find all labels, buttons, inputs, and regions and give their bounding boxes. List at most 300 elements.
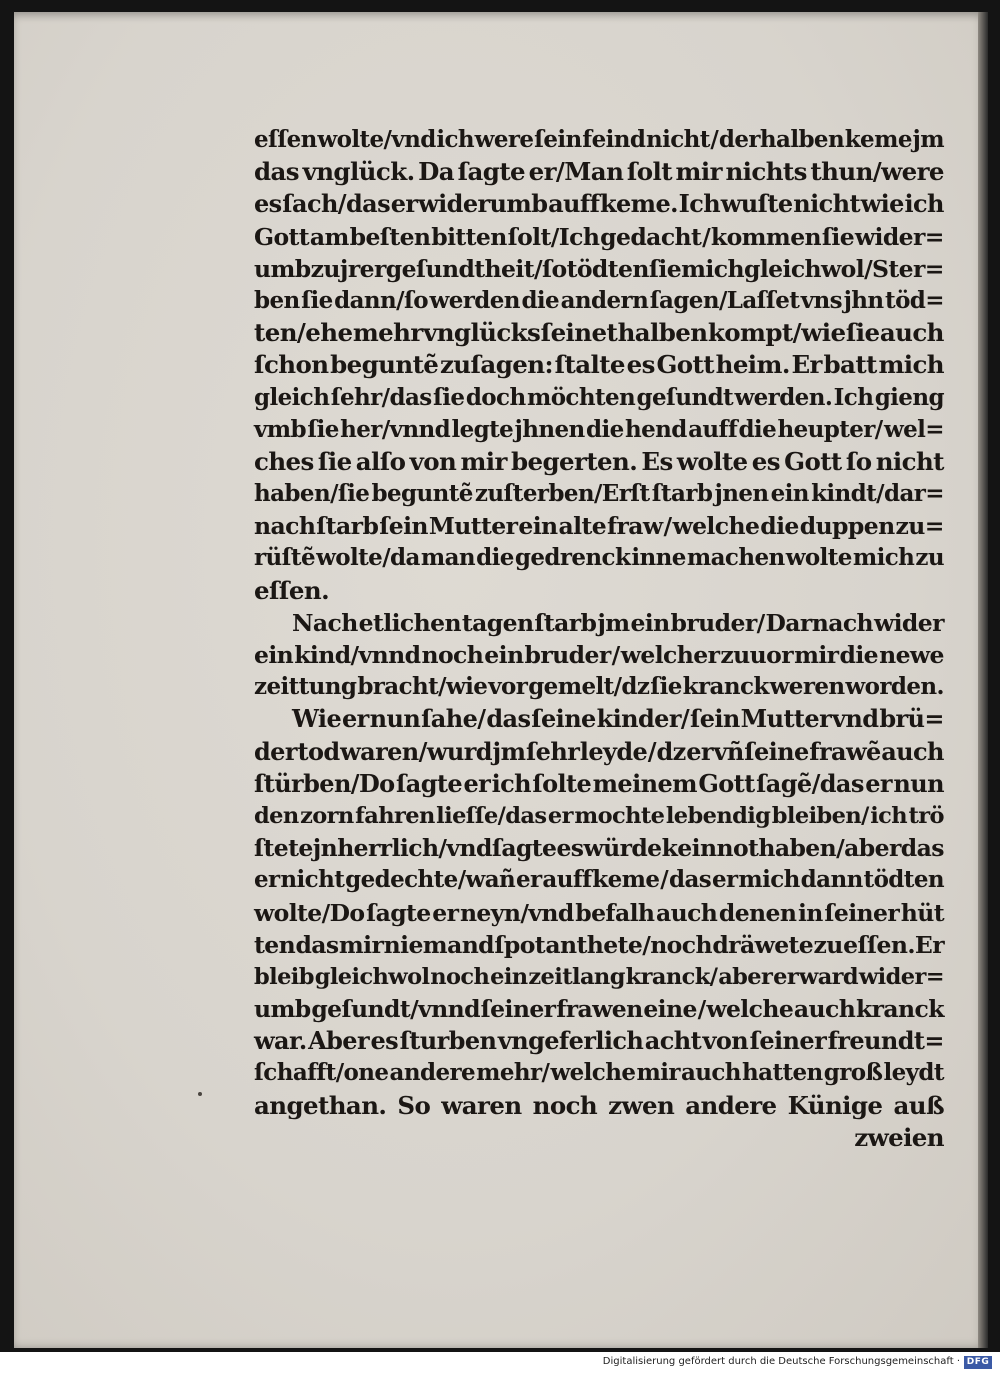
word: er: [773, 963, 799, 990]
word: begerten.: [510, 446, 638, 476]
word: wider: [873, 608, 944, 637]
word: mir: [636, 1059, 680, 1087]
word: tagen: [461, 608, 534, 637]
word: wolte/vnd: [317, 126, 436, 153]
word: noch: [421, 641, 484, 669]
word: mir: [794, 641, 839, 669]
word: er: [865, 768, 892, 798]
word: ein: [254, 641, 294, 669]
word: Aber: [308, 1026, 370, 1056]
word: freundt=: [827, 1026, 944, 1056]
word: kinder/: [596, 704, 690, 734]
word: Da: [418, 157, 455, 187]
word: vor: [488, 673, 528, 701]
word: würde: [583, 834, 662, 863]
word: Gott: [698, 768, 755, 798]
word: ſtete: [254, 834, 313, 863]
word: angethan.: [254, 1090, 387, 1120]
word: man: [420, 544, 476, 572]
word: ten/ehe: [254, 318, 353, 348]
word: alſo: [355, 446, 406, 476]
word: töd=: [885, 286, 944, 314]
word: ſeine: [744, 736, 809, 766]
text-line: [254, 929, 944, 961]
word: mich: [878, 350, 944, 380]
word: ſie: [648, 254, 682, 283]
word: fahren: [355, 802, 435, 829]
word: andere: [389, 1059, 476, 1087]
word: das: [668, 866, 712, 894]
word: gemelt/dz: [528, 673, 650, 701]
word: eine: [643, 995, 697, 1024]
word: es: [370, 1026, 399, 1056]
word: möchten: [526, 383, 636, 411]
word: ſolt: [626, 157, 672, 187]
word: ſtürben/Do: [254, 768, 395, 798]
word: heim.: [715, 350, 790, 380]
word: ward: [798, 963, 859, 990]
word: legte: [451, 415, 514, 443]
word: ſtarb: [651, 480, 713, 508]
word: ſeine: [531, 704, 596, 734]
word: welche: [672, 512, 760, 541]
word: gleichwol: [314, 963, 430, 990]
word: ſie: [301, 286, 333, 314]
word: nicht: [875, 446, 944, 476]
word: ſtarb: [534, 608, 597, 637]
word: er: [711, 866, 738, 894]
word: Gott: [656, 350, 714, 380]
word: ſagte: [366, 898, 431, 927]
word: auch: [793, 995, 856, 1024]
word: ſagẽ/das: [756, 768, 864, 798]
page-text-block: [254, 124, 944, 1154]
word: bleib: [254, 963, 314, 990]
word: thun/were: [810, 157, 944, 187]
word: halben: [617, 318, 708, 348]
word: aber: [844, 834, 901, 863]
word: etlichen: [358, 608, 461, 637]
word: keme: [592, 866, 660, 894]
word: Ich: [678, 189, 721, 219]
word: er/Man: [528, 157, 624, 187]
word: ſagen/Laſſet: [649, 286, 800, 314]
word: wolte: [676, 446, 748, 476]
word: ſie: [650, 673, 682, 701]
word: auch: [881, 736, 944, 766]
word: auß: [893, 1090, 944, 1120]
word: ich: [491, 768, 531, 798]
text-line: [254, 768, 944, 800]
word: /: [647, 736, 656, 766]
word: ſagte: [396, 768, 463, 798]
word: zuuor: [720, 641, 793, 669]
word: frawẽ: [809, 736, 881, 766]
word: jm: [492, 736, 526, 766]
word: groß: [823, 1059, 883, 1087]
word: auch: [879, 318, 944, 348]
word: die: [521, 286, 560, 314]
word: er: [390, 189, 418, 219]
word: er: [516, 866, 542, 894]
word: ein: [484, 641, 524, 669]
word: lieſſe/das: [436, 802, 547, 829]
word: Er: [791, 350, 822, 380]
word: es: [626, 350, 655, 380]
word: zuſagen:: [439, 350, 553, 380]
word: ſahe/: [421, 704, 486, 734]
word: niemand: [383, 930, 495, 959]
word: Es: [641, 446, 673, 476]
word: gleich: [254, 383, 330, 411]
word: zwen: [608, 1090, 675, 1120]
word: /: [836, 834, 845, 863]
word: ſeiner: [480, 995, 556, 1024]
text-line: [254, 510, 944, 542]
word: ſtalte: [554, 350, 625, 380]
word: tod: [297, 736, 340, 766]
word: widerumb: [418, 189, 548, 219]
word: mich: [681, 254, 744, 283]
word: ſehr/das: [330, 383, 432, 411]
word: welcher: [620, 641, 720, 669]
word: ſie: [307, 415, 339, 443]
word: zuſterben/Erſt: [474, 480, 650, 508]
word: Darnach: [765, 608, 874, 637]
word: not: [716, 834, 759, 863]
catchword: [254, 1122, 944, 1154]
word: ſeiner: [824, 898, 900, 927]
word: von: [702, 1026, 749, 1056]
word: zorn: [300, 802, 354, 829]
word: mir: [460, 446, 507, 476]
word: jrer: [339, 254, 386, 283]
word: die: [476, 544, 514, 572]
word: jm: [597, 608, 630, 637]
word: ſie: [432, 383, 465, 411]
word: nicht: [280, 866, 345, 894]
word: weren: [769, 673, 845, 701]
text-line: [254, 736, 944, 768]
word: war.: [254, 1026, 307, 1056]
word: Mutter: [740, 704, 832, 734]
text-line: [254, 1057, 944, 1089]
word: brü=: [879, 704, 944, 734]
word: ches: [254, 446, 314, 476]
word: befalh: [575, 898, 655, 927]
word: /: [710, 126, 719, 153]
word: ſeiner: [749, 1026, 827, 1056]
word: kompt/: [707, 318, 801, 348]
word: ſagte: [457, 157, 526, 187]
word: ſie: [317, 446, 352, 476]
word: kommen: [710, 222, 822, 251]
word: lebendig: [665, 802, 771, 829]
word: vñ: [713, 736, 744, 766]
text-line-paragraph-end: eſſen.: [254, 575, 329, 605]
word: ſolte: [532, 768, 592, 798]
word: /: [702, 222, 711, 251]
text-line: [254, 124, 944, 156]
word: kind/vnnd: [294, 641, 421, 669]
word: anthete/noch: [545, 930, 712, 959]
word: jhn: [843, 286, 884, 314]
text-line: [254, 285, 944, 317]
word: gieng: [874, 383, 944, 411]
paper-speck: [198, 1092, 202, 1096]
digitization-footer: [0, 1352, 1000, 1373]
word: neyn/vnd: [459, 898, 574, 927]
word: ſeinet: [540, 318, 618, 348]
word: bitten: [431, 222, 507, 251]
word: vnglücks: [423, 318, 541, 348]
word: das: [900, 834, 944, 863]
word: es: [254, 189, 282, 219]
text-line: [254, 542, 944, 574]
word: Ich: [833, 383, 874, 411]
word: die: [839, 641, 879, 669]
word: werden: [429, 286, 520, 314]
word: Gott: [784, 446, 842, 476]
word: noch: [532, 1090, 598, 1120]
word: zu: [813, 930, 843, 959]
word: auch: [680, 1059, 741, 1087]
word: ſie: [821, 222, 855, 251]
word: das: [486, 704, 531, 734]
word: er: [686, 736, 713, 766]
word: nichts: [725, 157, 807, 187]
word: mir: [338, 930, 384, 959]
word: den: [254, 802, 299, 829]
word: newe: [879, 641, 944, 669]
word: auch: [655, 898, 718, 927]
word: tödten: [566, 254, 649, 283]
word: die: [738, 415, 777, 443]
word: ſo: [845, 446, 872, 476]
word: denen: [718, 898, 797, 927]
word: werden.: [734, 383, 833, 411]
text-line: [254, 253, 944, 285]
word: herrlich/vnd: [337, 834, 492, 863]
word: andern: [560, 286, 649, 314]
word: auff: [688, 415, 738, 443]
word: mehr: [352, 318, 423, 348]
word: dann/ſo: [334, 286, 429, 314]
word: ſach/das: [282, 189, 391, 219]
word: umb: [254, 254, 311, 283]
word: kranck: [682, 673, 769, 701]
word: wel=: [883, 415, 944, 443]
word: wider=: [858, 963, 944, 990]
word: ſein: [534, 126, 582, 153]
word: doch: [465, 383, 526, 411]
word: mochte: [574, 802, 665, 829]
word: auff: [542, 866, 592, 894]
text-line: [254, 349, 944, 381]
word: acht: [644, 1026, 702, 1056]
word: vns: [800, 286, 843, 314]
word: fraw: [607, 512, 663, 541]
word: rüſtẽ: [254, 544, 315, 572]
page-edge-shadow: [978, 12, 988, 1348]
word: zu: [310, 254, 340, 283]
word: Künige: [787, 1090, 883, 1120]
word: geſundt: [636, 383, 734, 411]
word: machen: [686, 544, 785, 572]
word: jn: [312, 834, 338, 863]
word: er: [432, 898, 459, 927]
word: am: [309, 222, 349, 251]
text-line: [254, 221, 944, 253]
word: andere: [685, 1090, 777, 1120]
word: keme.: [599, 189, 678, 219]
word: ſagte: [491, 834, 557, 863]
word: leyde: [579, 736, 648, 766]
word: ſchafft/one: [254, 1059, 389, 1087]
text-line: [254, 1025, 944, 1057]
word: ein: [770, 480, 809, 508]
word: wie: [801, 318, 846, 348]
text-line-paragraph-start: [254, 703, 944, 735]
word: auff: [548, 189, 600, 219]
word: batt: [823, 350, 877, 380]
word: zu=: [895, 512, 944, 541]
word: waren: [441, 1090, 522, 1120]
word: wie: [860, 189, 904, 219]
text-line: [254, 639, 944, 671]
word: Nach: [292, 608, 358, 637]
word: kranck: [855, 995, 944, 1024]
word: vnd: [832, 704, 879, 734]
word: Wie: [292, 704, 342, 734]
word: haben: [758, 834, 837, 863]
dfg-logo-icon: DFG: [964, 1356, 992, 1369]
word: Gott: [254, 222, 310, 251]
word: zu: [915, 544, 944, 572]
word: von: [409, 446, 457, 476]
word: welche: [706, 995, 794, 1024]
word: noch: [430, 963, 490, 990]
word: mich: [738, 866, 800, 894]
word: kranck/: [625, 963, 718, 990]
word: ten: [254, 930, 296, 959]
word: vmb: [254, 415, 306, 443]
text-line: [254, 317, 944, 349]
word: duppen: [799, 512, 895, 541]
word: eſſen: [254, 126, 317, 153]
footer-credit-text: Digitalisierung gefördert durch die Deutsche Forschungsgemeinschaft ·: [602, 1356, 960, 1367]
word: bleiben/: [771, 802, 869, 829]
word: vnglück.: [302, 157, 415, 187]
word: her/vnnd: [340, 415, 451, 443]
word: alte: [558, 512, 607, 541]
text-line: [254, 446, 944, 478]
word: tödten: [863, 866, 944, 894]
text-line: [254, 993, 944, 1025]
word: er: [342, 704, 369, 734]
word: jnen: [714, 480, 769, 508]
word: eſſen.Er: [843, 930, 944, 959]
word: er: [547, 802, 573, 829]
word: were: [474, 126, 534, 153]
word: mir: [675, 157, 722, 187]
word: nun: [369, 704, 421, 734]
word: kindt/dar=: [811, 480, 944, 508]
word: inne: [631, 544, 686, 572]
word: die: [585, 415, 624, 443]
word: jhnen: [514, 415, 585, 443]
word: ein: [630, 608, 670, 637]
word: /: [611, 641, 620, 669]
word: ich: [436, 126, 475, 153]
word: ein: [490, 963, 528, 990]
word: wider=: [854, 222, 944, 251]
word: ſehr: [525, 736, 580, 766]
text-line: [254, 478, 944, 510]
word: hend: [624, 415, 687, 443]
word: in: [797, 898, 823, 927]
text-line-paragraph-start: [254, 607, 944, 639]
word: beguntẽ: [371, 480, 473, 508]
word: nicht: [645, 126, 710, 153]
text-line: [254, 188, 944, 220]
word: beſten: [349, 222, 431, 251]
word: frawen: [556, 995, 643, 1024]
word: ſturben: [399, 1026, 497, 1056]
word: nach: [254, 512, 316, 541]
word: gedrenck: [514, 544, 631, 572]
word: meinem: [592, 768, 697, 798]
word: /: [663, 512, 672, 541]
word: /: [697, 995, 706, 1024]
word: derhalben: [718, 126, 845, 153]
word: ſein: [379, 512, 428, 541]
word: kein: [661, 834, 717, 863]
word: geſundt/vnnd: [311, 995, 480, 1024]
word: ich: [870, 802, 908, 829]
word: /: [660, 866, 669, 894]
word: zeittung: [254, 673, 357, 701]
text-line: [254, 961, 944, 993]
word: geſundtheit/ſo: [385, 254, 567, 283]
word: bracht/wie: [357, 673, 488, 701]
word: es: [556, 834, 584, 863]
text-line: [254, 832, 944, 864]
word: es: [751, 446, 780, 476]
word: beguntẽ: [330, 350, 439, 380]
text-line: [254, 671, 944, 703]
word: das: [254, 157, 299, 187]
word: hüt: [900, 898, 944, 927]
word: bruder: [524, 641, 611, 669]
word: gedechte/wañ: [345, 866, 516, 894]
word: jm: [912, 126, 944, 153]
word: gleichwol/Ster=: [744, 254, 944, 283]
word: dann: [800, 866, 863, 894]
word: haben/ſie: [254, 480, 370, 508]
word: ſein: [689, 704, 740, 734]
word: leydt: [883, 1059, 944, 1087]
word: bruder/: [670, 608, 765, 637]
word: mich: [852, 544, 915, 572]
text-line: [254, 382, 944, 414]
word: ſolt/Ich: [507, 222, 600, 251]
word: ſpot: [494, 930, 546, 959]
word: wuſte: [720, 189, 793, 219]
word: welche: [550, 1059, 636, 1087]
word: So: [397, 1090, 431, 1120]
word: das: [295, 930, 339, 959]
